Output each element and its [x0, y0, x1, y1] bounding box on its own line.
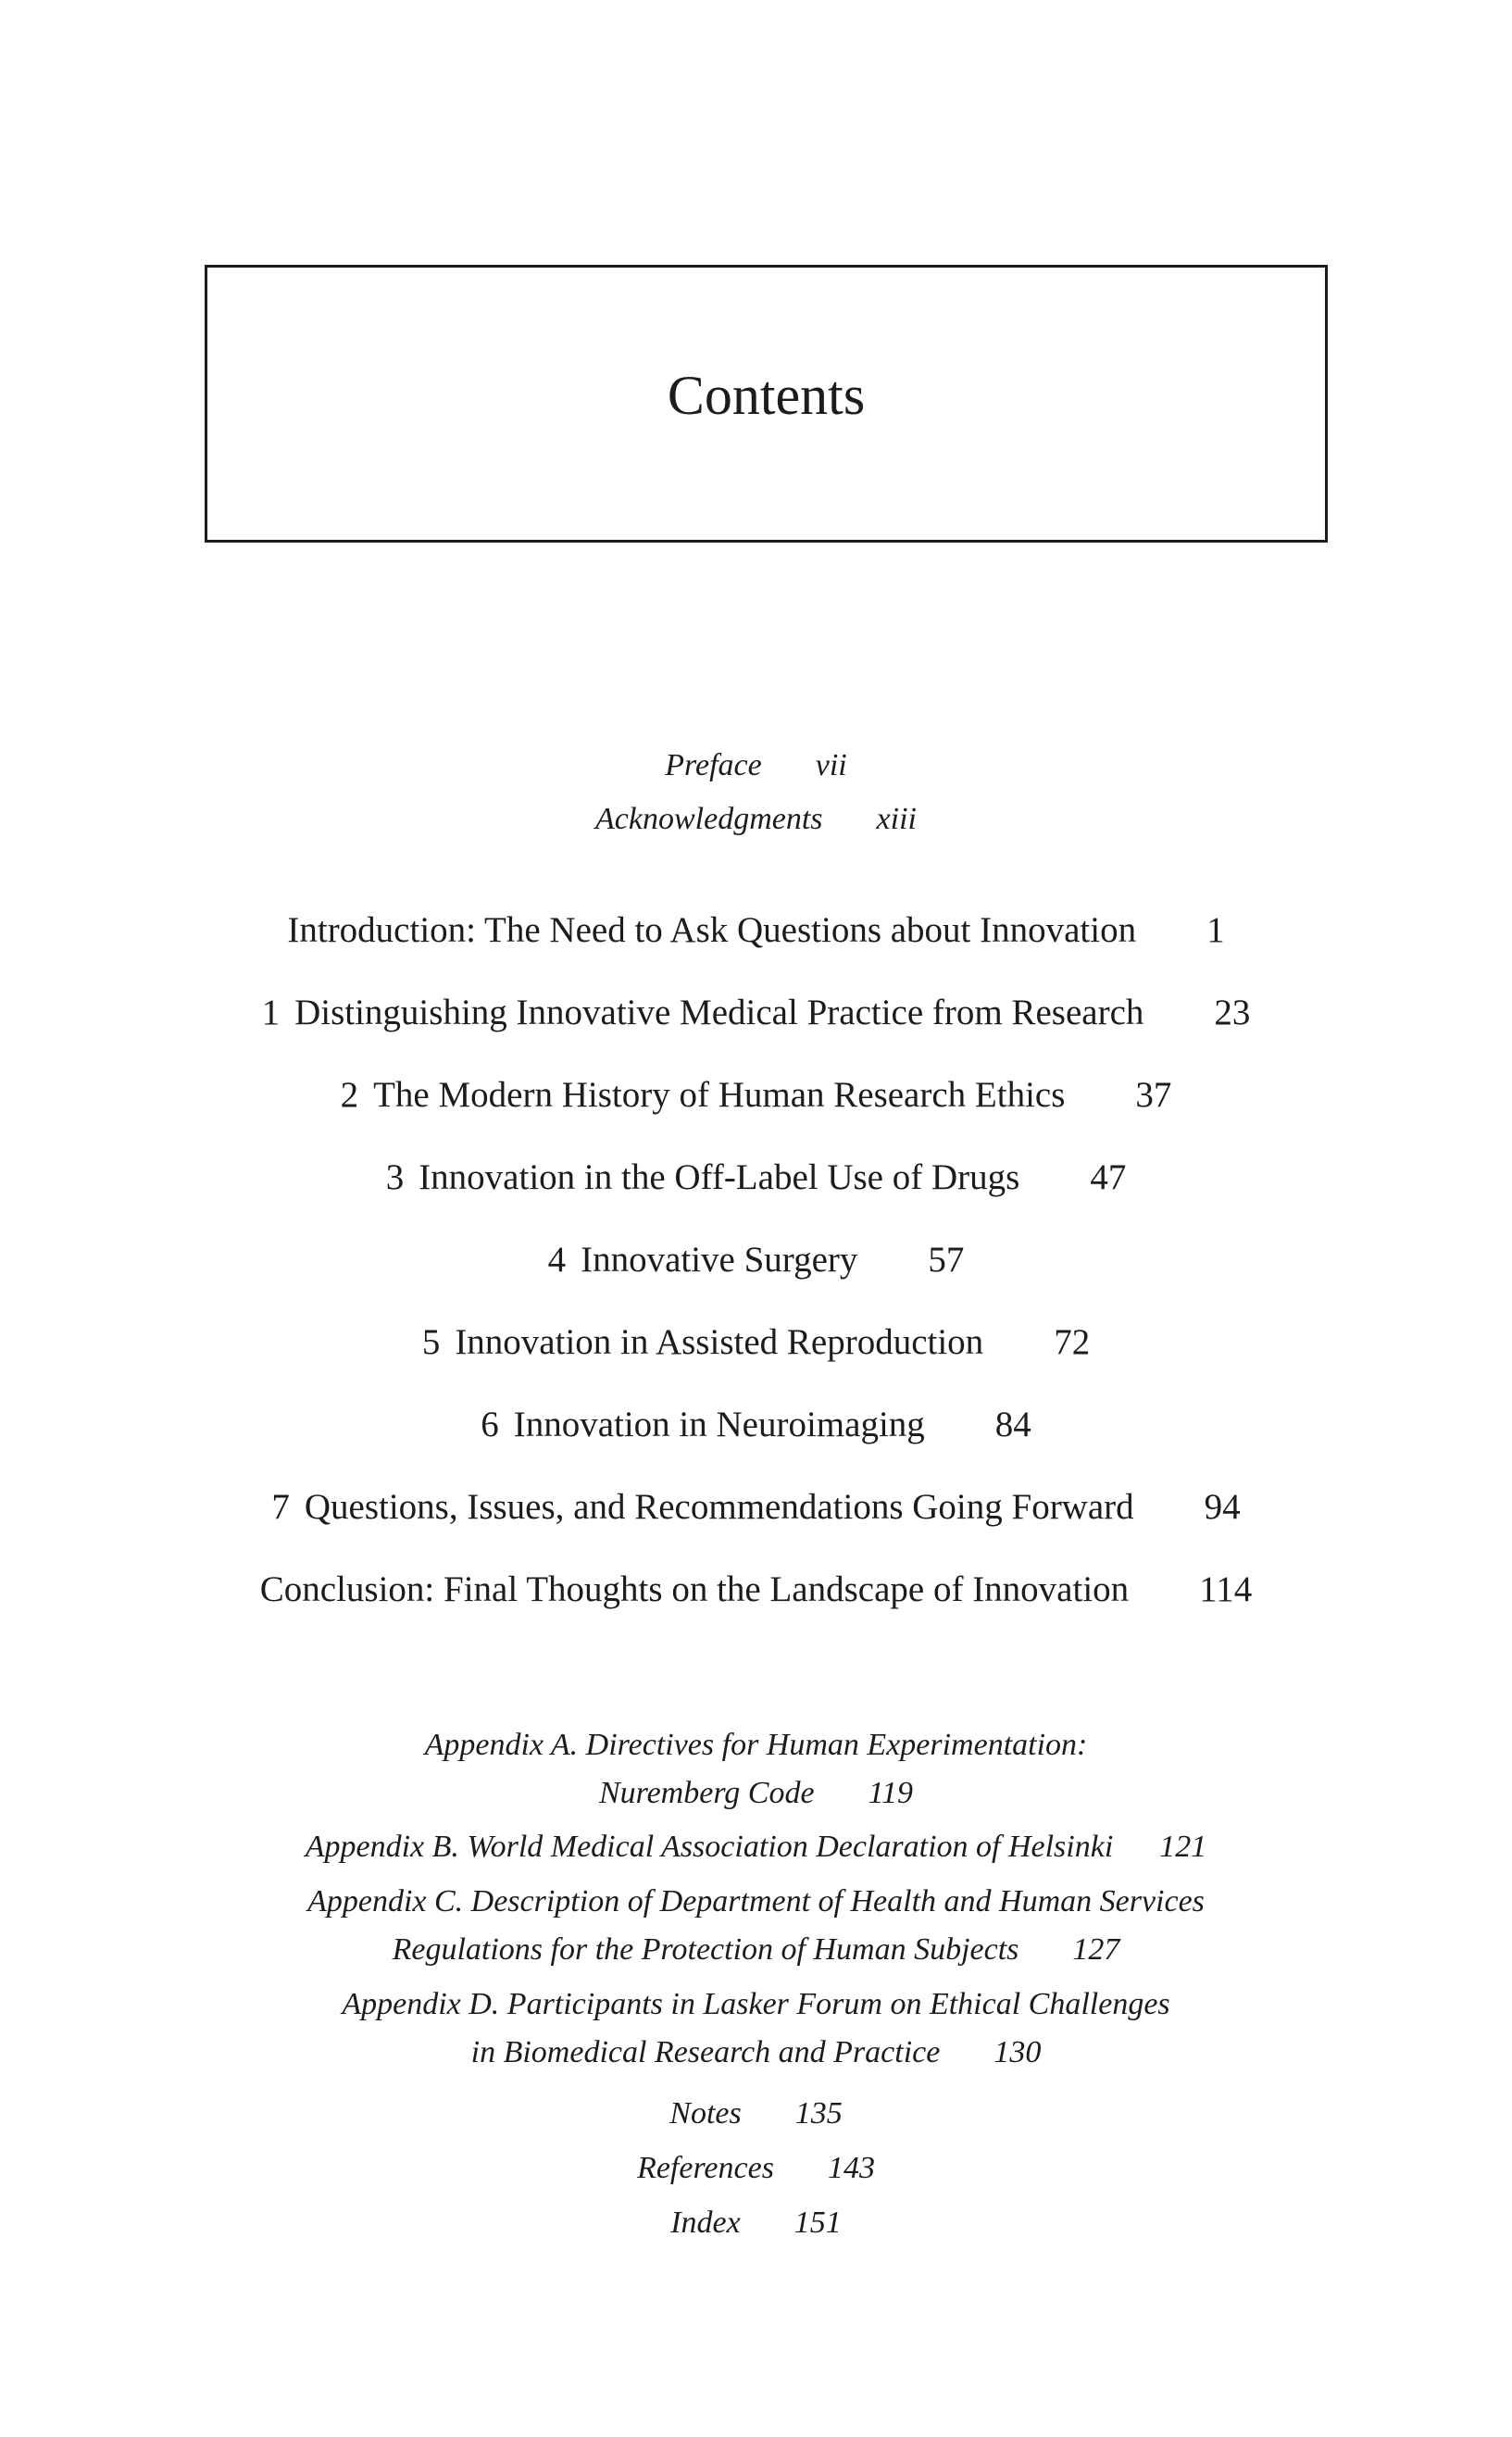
chapter-number: 2 — [340, 1075, 359, 1115]
toc-entry-page: 143 — [827, 2151, 875, 2185]
toc-entry-label: References — [637, 2151, 774, 2185]
chapter-number: 4 — [547, 1240, 567, 1280]
toc-entry-page: 23 — [1214, 993, 1251, 1032]
toc-entry-page: 151 — [793, 2206, 842, 2240]
toc-entry-appendix-d-line1[interactable] — [0, 1987, 1512, 2022]
toc-entry-notes[interactable] — [0, 2096, 1512, 2131]
toc-entry-conclusion[interactable] — [0, 1568, 1512, 1610]
toc-entry-label: Innovative Surgery — [581, 1240, 858, 1280]
page-title: Contents — [667, 365, 866, 426]
toc-entry-label: Innovation in Neuroimaging — [513, 1405, 925, 1444]
toc-entry-references[interactable] — [0, 2151, 1512, 2186]
chapter-number: 6 — [481, 1405, 499, 1444]
toc-entry-page: 127 — [1072, 1932, 1120, 1967]
toc-entry-label: in Biomedical Research and Practice — [470, 2035, 941, 2069]
chapter-number: 5 — [421, 1322, 441, 1362]
toc-entry-label: Regulations for the Protection of Human Subjects — [392, 1932, 1019, 1967]
toc-entry-page: 121 — [1159, 1830, 1207, 1864]
toc-entry-page: vii — [815, 748, 847, 782]
toc-entry-appendix-a-line1[interactable] — [0, 1728, 1512, 1763]
toc-entry-appendix-d-line2[interactable] — [0, 2035, 1512, 2070]
toc-entry-page: 57 — [928, 1240, 965, 1280]
chapter-number: 1 — [261, 993, 281, 1032]
toc-entry-page: 84 — [994, 1405, 1031, 1444]
toc-entry-chapter-7[interactable] — [0, 1486, 1512, 1528]
toc-entry-index[interactable] — [0, 2206, 1512, 2241]
toc-entry-appendix-a-line2[interactable] — [0, 1776, 1512, 1811]
toc-entry-label: Notes — [669, 2096, 742, 2131]
toc-entry-label: Innovation in Assisted Reproduction — [455, 1322, 984, 1362]
toc-entry-label: Appendix C. Description of Department of Health and Human Services — [307, 1884, 1205, 1918]
toc-entry-label: Appendix B. World Medical Association Declaration of Helsinki — [305, 1830, 1114, 1864]
toc-entry-page: 94 — [1204, 1487, 1241, 1527]
toc-entry-label: Nuremberg Code — [598, 1776, 815, 1810]
toc-entry-introduction[interactable] — [0, 909, 1512, 951]
toc-entry-page: 47 — [1090, 1157, 1127, 1197]
toc-entry-page: xiii — [876, 802, 917, 836]
toc-entry-appendix-c-line1[interactable] — [0, 1884, 1512, 1919]
toc-entry-chapter-2[interactable] — [0, 1074, 1512, 1116]
toc-entry-label: Introduction: The Need to Ask Questions about Innovation — [287, 910, 1137, 950]
toc-entry-label: Preface — [665, 748, 762, 782]
toc-entry-label: The Modern History of Human Research Ethics — [373, 1075, 1066, 1115]
toc-entry-page: 1 — [1206, 910, 1225, 950]
toc-entry-chapter-4[interactable] — [0, 1239, 1512, 1281]
toc-entry-preface[interactable] — [0, 748, 1512, 783]
toc-entry-page: 114 — [1199, 1569, 1253, 1609]
toc-entry-chapter-5[interactable] — [0, 1321, 1512, 1363]
toc-entry-appendix-c-line2[interactable] — [0, 1932, 1512, 1968]
toc-entry-page: 72 — [1054, 1322, 1091, 1362]
toc-entry-chapter-6[interactable] — [0, 1404, 1512, 1445]
toc-entry-acknowledgments[interactable] — [0, 802, 1512, 837]
toc-entry-label: Appendix D. Participants in Lasker Forum on Ethical Challenges — [342, 1987, 1170, 2021]
toc-entry-label: Index — [670, 2206, 741, 2240]
toc-entry-page: 37 — [1135, 1075, 1172, 1115]
toc-entry-label: Innovation in the Off-Label Use of Drugs — [419, 1157, 1020, 1197]
toc-entry-label: Conclusion: Final Thoughts on the Landscape of Innovation — [259, 1569, 1130, 1609]
chapter-number: 3 — [385, 1157, 405, 1197]
toc-entry-label: Appendix A. Directives for Human Experimentation: — [424, 1728, 1088, 1762]
toc-entry-page: 135 — [794, 2096, 843, 2131]
toc-entry-chapter-1[interactable] — [0, 992, 1512, 1033]
chapter-number: 7 — [271, 1487, 290, 1527]
toc-entry-chapter-3[interactable] — [0, 1156, 1512, 1198]
toc-entry-page: 119 — [868, 1776, 914, 1810]
toc-entry-label: Acknowledgments — [595, 802, 823, 836]
toc-entry-label: Distinguishing Innovative Medical Practice from Research — [294, 993, 1144, 1032]
toc-entry-appendix-b[interactable] — [0, 1830, 1512, 1865]
toc-entry-label: Questions, Issues, and Recommendations Going Forward — [304, 1487, 1134, 1527]
contents-title-box — [205, 265, 1328, 543]
toc-entry-page: 130 — [993, 2035, 1042, 2069]
